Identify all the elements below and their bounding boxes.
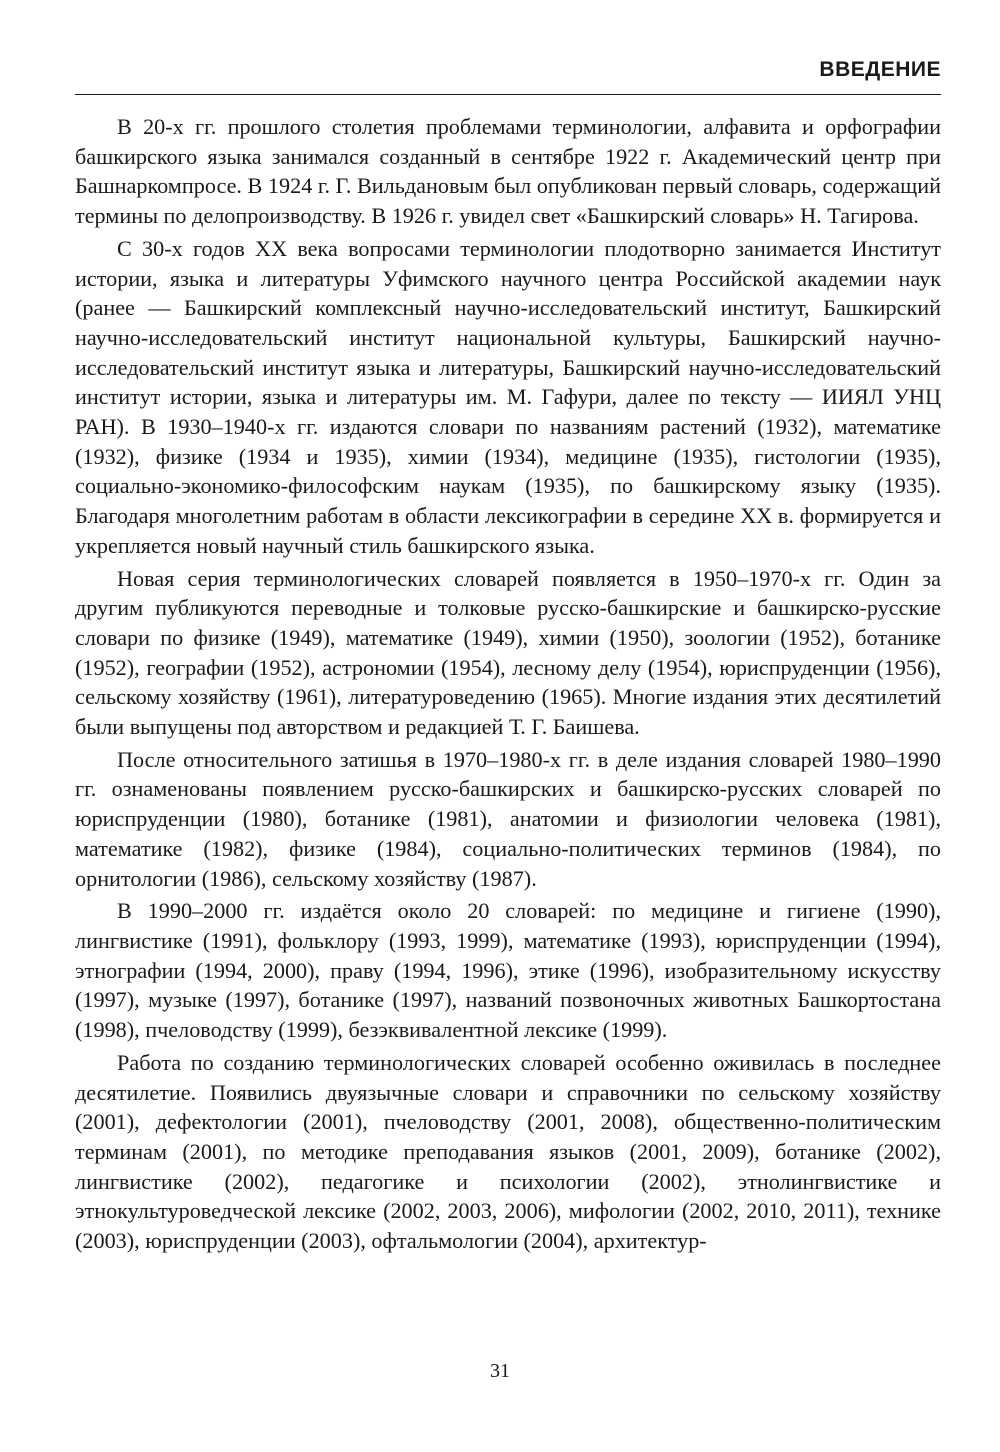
running-header: [75, 58, 941, 95]
paragraph: Работа по созданию терминологических словарей особенно оживилась в последнее десятилетие. Появились двуязычные словари и справочники по сельскому хозяйству (2001), дефектологии (2001), пчеловодству (2001, 2008), общественно-политическим терминам (2001), по методике преподавания языков (2001, 2009), ботанике (2002), лингвистике (2002), педагогике и психологии (2002), этнолингвистике и этнокультуроведческой лексике (2002, 2003, 2006), мифологии (2002, 2010, 2011), технике (2003), юриспруденции (2003), офтальмологии (2004), архитектур-: [75, 1049, 941, 1254]
paragraph: В 20-х гг. прошлого столетия проблемами терминологии, алфавита и орфографии башкирского языка занимался созданный в сентябре 1922 г. Академический центр при Башнаркомпросе. В 1924 г. Г. Вильдановым был опубликован первый словарь, содержащий термины по делопроизводству. В 1926 г. увидел свет «Башкирский словарь» Н. Тагирова.: [75, 114, 941, 229]
section-title: ВВЕДЕНИЕ: [819, 58, 941, 81]
paragraph: В 1990–2000 гг. издаётся около 20 словарей: по медицине и гигиене (1990), лингвистике (1991), фольклору (1993, 1999), математике (1993), юриспруденции (1994), этнографии (1994, 2000), праву (1994, 1996), этике (1996), изобразительному искусству (1997), музыке (1997), ботанике (1997), названий позвоночных животных Башкортостана (1998), пчеловодству (1999), безэквивалентной лексике (1999).: [75, 898, 941, 1043]
body-text: [75, 112, 941, 1259]
paragraph: С 30-х годов XX века вопросами терминологии плодотворно занимается Институт истории, языка и литературы Уфимского научного центра Российской академии наук (ранее — Башкирский комплексный научно-исследовательский институт, Башкирский научно-исследовательский институт национальной культуры, Башкирский научно-исследовательский институт языка и литературы, Башкирский научно-исследовательский институт истории, языка и литературы им. М. Гафури, далее по тексту — ИИЯЛ УНЦ РАН). В 1930–1940-х гг. издаются словари по названиям растений (1932), математике (1932), физике (1934 и 1935), химии (1934), медицине (1935), гистологии (1935), социально-экономико-философским наукам (1935), по башкирскому языку (1935). Благодаря многолетним работам в области лексикографии в середине XX в. формируется и укрепляется новый научный стиль башкирского языка.: [75, 235, 941, 558]
paragraph: Новая серия терминологических словарей появляется в 1950–1970-х гг. Один за другим публикуются переводные и толковые русско-башкирские и башкирско-русские словари по физике (1949), математике (1949), химии (1950), зоологии (1952), ботанике (1952), географии (1952), астрономии (1954), лесному делу (1954), юриспруденции (1956), сельскому хозяйству (1961), литературоведению (1965). Многие издания этих десятилетий были выпущены под авторством и редакцией Т. Г. Баишева.: [75, 565, 941, 740]
paragraph: После относительного затишья в 1970–1980-х гг. в деле издания словарей 1980–1990 гг. ознаменованы появлением русско-башкирских и башкирско-русских словарей по юриспруденции (1980), ботанике (1981), анатомии и физиологии человека (1981), математике (1982), физике (1984), социально-политических терминов (1984), по орнитологии (1986), сельскому хозяйству (1987).: [75, 746, 941, 891]
page-number: 31: [490, 1360, 510, 1382]
